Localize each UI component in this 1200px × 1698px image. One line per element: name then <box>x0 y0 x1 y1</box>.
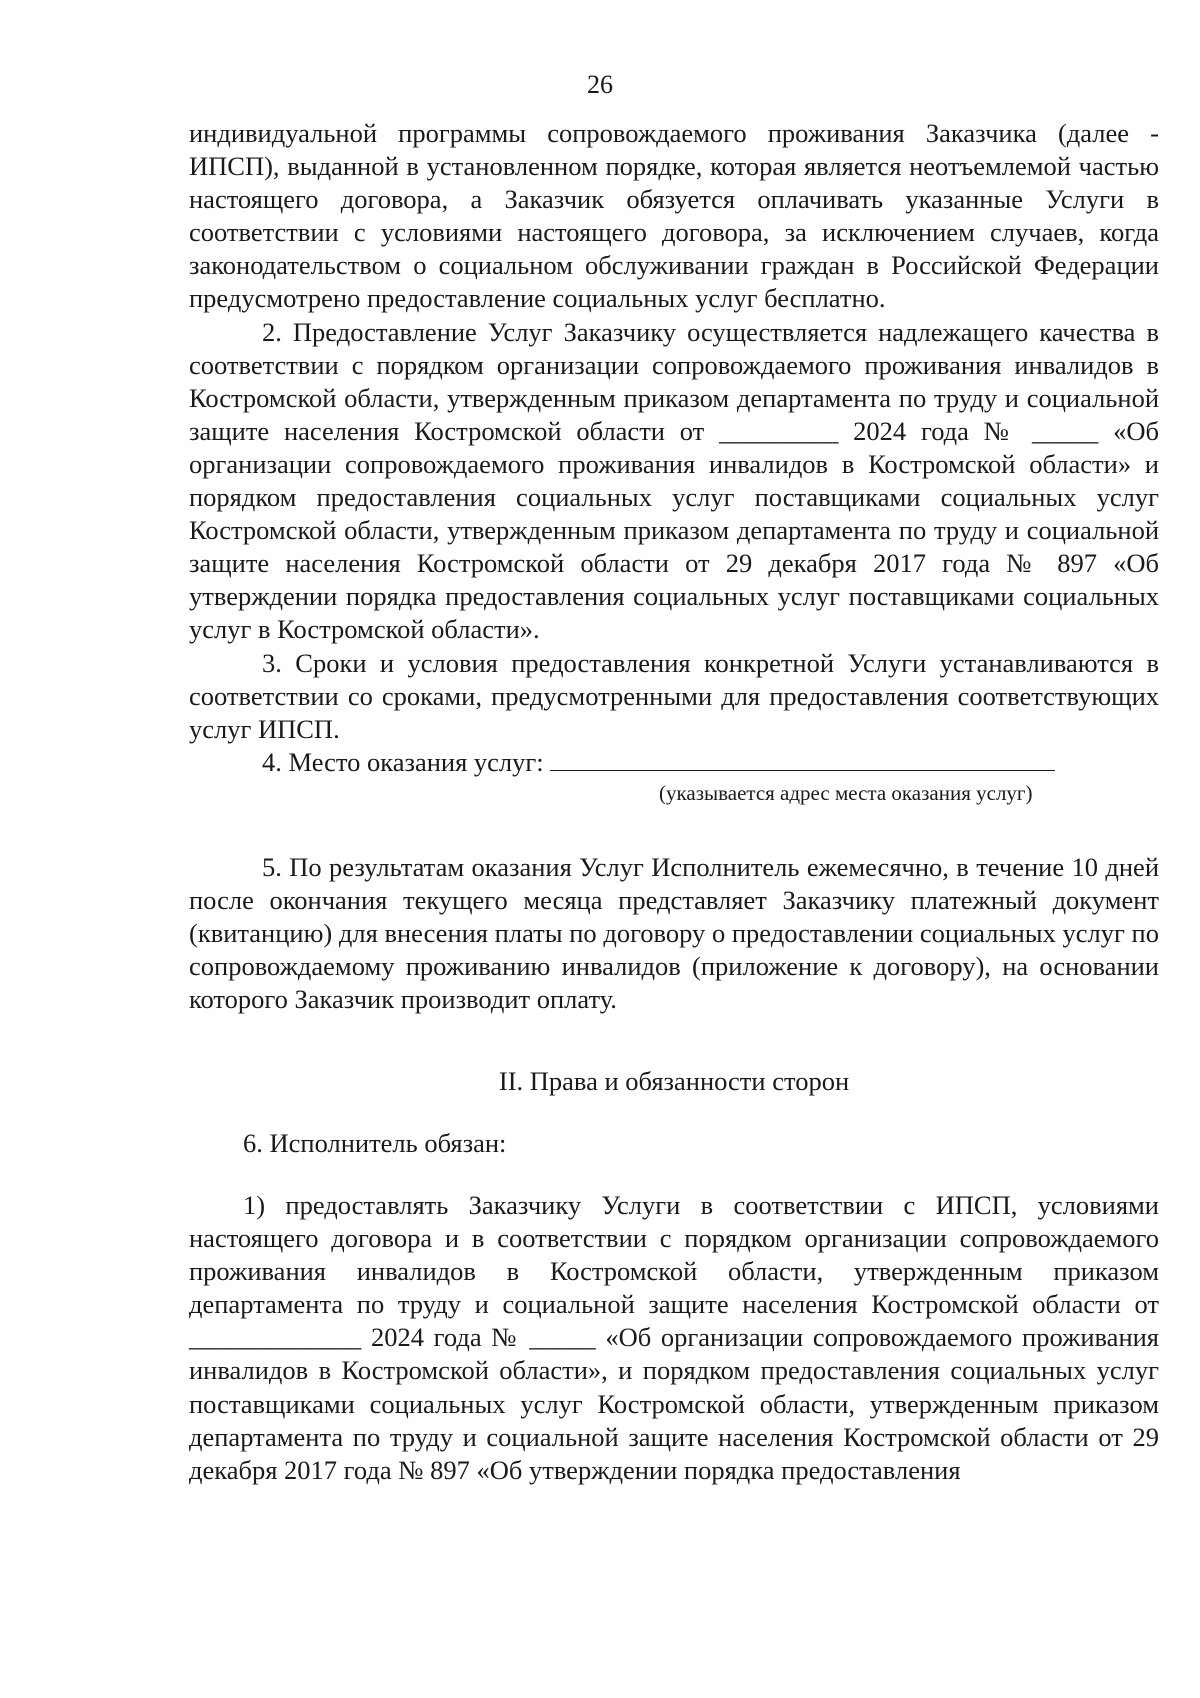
paragraph-2: 2. Предоставление Услуг Заказчику осуществляется надлежащего качества в соответствии с порядком организации сопровождаемого проживания инвалидов в Костромской области, утвержденным приказом департамента по труду и социальной защите населения Костромской области от _________ 2024 года № _____ «Об организации сопровождаемого проживания инвалидов в Костромской области» и порядком предоставления социальных услуг поставщиками социальных услуг Костромской области, утвержденным приказом департамента по труду и социальной защите населения Костромской области от 29 декабря 2017 года № 897 «Об утверждении порядка предоставления социальных услуг поставщиками социальных услуг в Костромской области». <box>189 316 1159 645</box>
page-number: 26 <box>587 70 613 99</box>
place-of-services-line <box>189 746 1159 779</box>
place-of-services-caption: (указывается адрес места оказания услуг) <box>659 780 1033 805</box>
paragraph-5: 5. По результатам оказания Услуг Исполнитель ежемесячно, в течение 10 дней после окончания текущего месяца представляет Заказчику платежный документ (квитанцию) для внесения платы по договору о предоставлении социальных услуг по сопровождаемому проживанию инвалидов (приложение к договору), на основании которого Заказчик производит оплату. <box>189 852 1159 1015</box>
body-block-middle <box>189 851 1159 1016</box>
section-heading-block <box>189 1065 1159 1098</box>
place-of-services-label: 4. Место оказания услуг: <box>262 746 544 777</box>
paragraph-6: 6. Исполнитель обязан: <box>243 1128 507 1158</box>
body-block-top <box>189 117 1159 807</box>
paragraph-6-1-block <box>189 1189 1159 1487</box>
place-of-services-blank <box>550 746 1055 771</box>
paragraph-3: 3. Сроки и условия предоставления конкретной Услуги устанавливаются в соответствии со сроками, предусмотренными для предоставления соответствующих услуг ИПСП. <box>189 647 1159 744</box>
paragraph-continuation: индивидуальной программы сопровождаемого проживания Заказчика (далее - ИПСП), выданной в установленном порядке, которая является неотъемлемой частью настоящего договора, а Заказчик обязуется оплачивать указанные Услуги в соответствии с условиями настоящего договора, за исключением случаев, когда законодательством о социальном обслуживании граждан в Российской Федерации предусмотрено предоставление социальных услуг бесплатно. <box>189 118 1159 314</box>
section-heading: II. Права и обязанности сторон <box>498 1066 850 1096</box>
paragraph-6-1: 1) предоставлять Заказчику Услуги в соответствии с ИПСП, условиями настоящего договора и в соответствии с порядком организации сопровождаемого проживания инвалидов в Костромской области, утвержденным приказом департамента по труду и социальной защите населения Костромской области от _____________ 2024 года № _____ «Об организации сопровождаемого проживания инвалидов в Костромской области», и порядком предоставления социальных услуг поставщиками социальных услуг Костромской области, утвержденным приказом департамента по труду и социальной защите населения Костромской области от 29 декабря 2017 года № 897 «Об утверждении порядка предоставления <box>189 1190 1159 1485</box>
paragraph-6-block <box>189 1127 1159 1160</box>
